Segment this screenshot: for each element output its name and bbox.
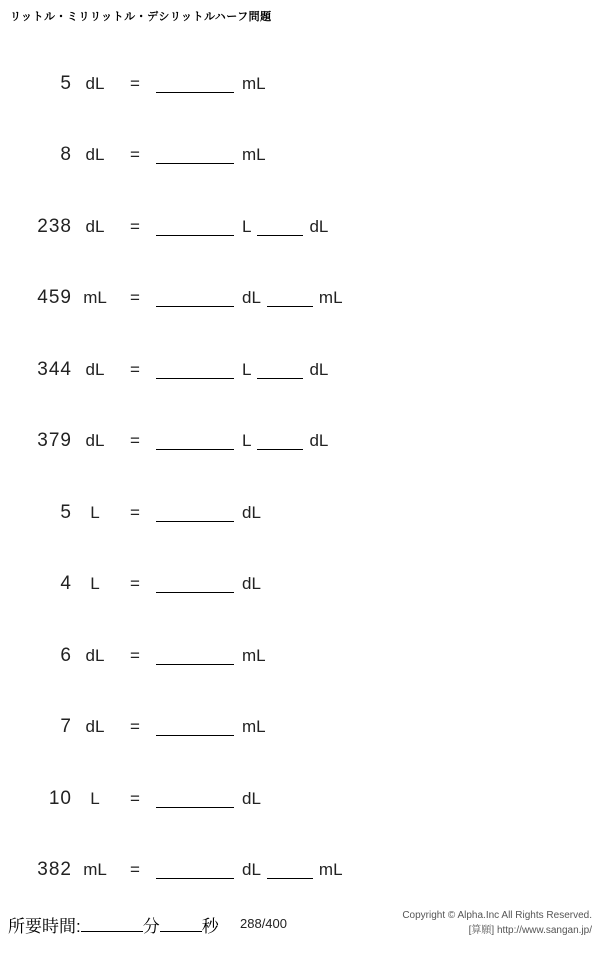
elapsed-time-label: 所要時間: [8,917,81,936]
answer-unit-primary: L [242,431,252,451]
problem-value: 238 [37,215,72,237]
problem-unit: mL [83,288,107,308]
answer-unit-primary: L [242,359,252,379]
problem-row [0,191,600,263]
problem-value: 459 [37,287,72,309]
answer-blank-primary[interactable] [156,218,234,236]
answer-blank-primary[interactable] [156,146,234,164]
equals-sign: = [130,502,140,522]
answer-unit-primary: dL [242,788,261,808]
problem-unit: L [90,502,100,522]
answer-unit-primary: dL [242,860,261,880]
problem-unit: dL [85,431,105,451]
minutes-unit: 分 [142,917,160,936]
answer-unit-primary: mL [242,73,266,93]
problem-value: 4 [60,573,72,595]
answer-blank-secondary[interactable] [257,361,303,379]
problem-row [0,48,600,120]
answer-blank-primary[interactable] [156,861,234,879]
answer-unit-primary: mL [242,145,266,165]
problem-unit: L [90,788,100,808]
equals-sign: = [130,216,140,236]
page-title: リットル・ミリリットル・デシリットルハーフ問題 [10,11,272,23]
answer-unit-primary: dL [242,502,261,522]
answer-unit-primary: dL [242,574,261,594]
problem-value: 344 [37,358,72,380]
equals-sign: = [130,431,140,451]
equals-sign: = [130,788,140,808]
problem-row [0,620,600,692]
answer-unit-primary: mL [242,717,266,737]
page-footer [0,896,600,956]
copyright-line-1: Copyright © Alpha.Inc All Rights Reserved. [402,910,592,921]
answer-unit-secondary: mL [318,288,343,308]
elapsed-time-field [8,912,219,937]
answer-blank-secondary[interactable] [257,432,303,450]
equals-sign: = [130,145,140,165]
answer-blank-secondary[interactable] [267,289,313,307]
problem-unit: mL [83,860,107,880]
answer-blank-primary[interactable] [156,432,234,450]
answer-blank-primary[interactable] [156,790,234,808]
problem-row [0,120,600,192]
equals-sign: = [130,574,140,594]
problem-value: 5 [60,72,72,94]
problem-row [0,406,600,478]
problem-unit: dL [85,359,105,379]
answer-unit-secondary: dL [309,431,329,451]
problem-unit: dL [85,645,105,665]
seconds-blank[interactable] [160,913,202,932]
answer-blank-secondary[interactable] [257,218,303,236]
equals-sign: = [130,645,140,665]
problem-unit: L [90,574,100,594]
problem-row [0,477,600,549]
answer-blank-primary[interactable] [156,575,234,593]
minutes-blank[interactable] [81,913,143,932]
equals-sign: = [130,359,140,379]
answer-blank-primary[interactable] [156,718,234,736]
problem-unit: dL [85,73,105,93]
problem-row [0,334,600,406]
answer-unit-secondary: dL [309,359,329,379]
problem-row [0,263,600,335]
answer-blank-primary[interactable] [156,361,234,379]
problem-unit: dL [85,717,105,737]
page-count: 288/400 [240,916,287,931]
answer-unit-secondary: dL [309,216,329,236]
problem-value: 382 [37,859,72,881]
problem-list [0,48,600,906]
answer-blank-secondary[interactable] [267,861,313,879]
equals-sign: = [130,73,140,93]
copyright-line-2: [算願] http://www.sangan.jp/ [468,925,592,936]
answer-unit-secondary: mL [318,860,343,880]
problem-unit: dL [85,145,105,165]
problem-value: 8 [60,144,72,166]
copyright-notice [402,908,592,938]
problem-value: 10 [48,787,72,809]
problem-value: 7 [60,716,72,738]
answer-blank-primary[interactable] [156,647,234,665]
equals-sign: = [130,717,140,737]
answer-blank-primary[interactable] [156,289,234,307]
answer-unit-primary: L [242,216,252,236]
problem-row [0,763,600,835]
seconds-unit: 秒 [201,917,219,936]
problem-value: 5 [60,501,72,523]
answer-blank-primary[interactable] [156,75,234,93]
answer-blank-primary[interactable] [156,504,234,522]
problem-value: 379 [37,430,72,452]
answer-unit-primary: mL [242,645,266,665]
problem-unit: dL [85,216,105,236]
equals-sign: = [130,860,140,880]
answer-unit-primary: dL [242,288,261,308]
problem-row [0,692,600,764]
problem-row [0,549,600,621]
equals-sign: = [130,288,140,308]
problem-value: 6 [60,644,72,666]
